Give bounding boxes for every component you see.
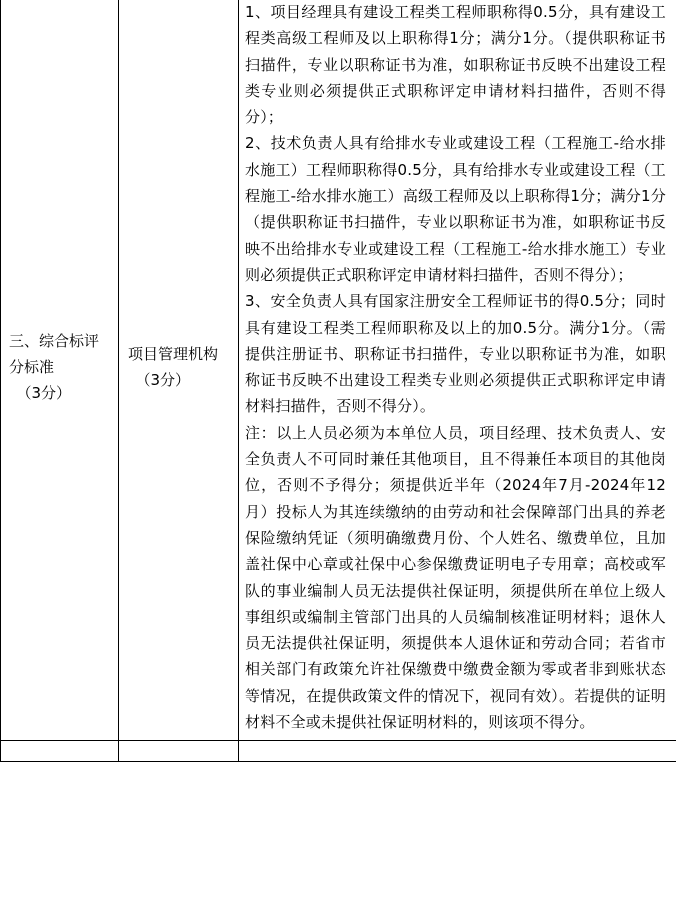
empty-cell: [1, 741, 119, 762]
item-name: 项目管理机构: [128, 344, 219, 363]
empty-cell: [119, 741, 239, 762]
category-score: （3分）: [16, 383, 72, 402]
criterion-note: 注：以上人员必须为本单位人员，项目经理、技术负责人、安全负责人不可同时兼任其他项目，且不得兼任本项目的其他岗位，否则不予得分；须提供近半年（2024年7月-2024年12月）投标人为其连续缴纳的由劳动和社会保障部门出具的养老保险缴纳凭证（须明确缴费月份、个人姓名、缴费单位，且加盖社保中心章或社保中心参保缴费证明电子专用章；高校或军队的事业编制人员无法提供社保证明，须提供所在单位上级人事组织或编制主管部门出具的人员编制核准证明材料；退休人员无法提供社保证明，须提供本人退休证和劳动合同；若省市相关部门有政策允许社保缴费中缴费金额为零或者非到账状态等情况，在提供政策文件的情况下，视同有效）。若提供的证明材料不全或未提供社保证明材料的，则该项不得分。: [245, 423, 666, 732]
criterion-technical-lead: 2、技术负责人具有给排水专业或建设工程（工程施工-给水排水施工）工程师职称得0.5分，具有给排水专业或建设工程（工程施工-给水排水施工）高级工程师及以上职称得1分；满分1分（提供职称证书扫描件，专业以职称证书为准，如职称证书反映不出给排水专业或建设工程（工程施工-给水排水施工）专业则必须提供正式职称评定申请材料扫描件，否则不得分）；: [245, 134, 666, 284]
category-name: 三、综合标评分标准: [9, 331, 100, 376]
item-cell: [119, 0, 239, 741]
table-row: [1, 0, 676, 741]
criterion-safety-officer: 3、安全负责人具有国家注册安全工程师证书的得0.5分；同时具有建设工程类工程师职称及以上的加0.5分。满分1分。（需提供注册证书、职称证书扫描件，专业以职称证书为准，如职称证书反映不出建设工程类专业则必须提供正式职称评定申请材料扫描件，否则不得分）。: [245, 292, 666, 416]
table-row: [1, 741, 676, 762]
criteria-cell: [239, 0, 676, 741]
empty-cell: [239, 741, 676, 762]
criterion-project-manager: 1、项目经理具有建设工程类工程师职称得0.5分，具有建设工程类高级工程师及以上职称得1分；满分1分。（提供职称证书扫描件，专业以职称证书为准，如职称证书反映不出建设工程类专业则必须提供正式职称评定申请材料扫描件，否则不得分）；: [245, 3, 666, 127]
item-score: （3分）: [135, 370, 191, 389]
category-cell: [1, 0, 119, 741]
